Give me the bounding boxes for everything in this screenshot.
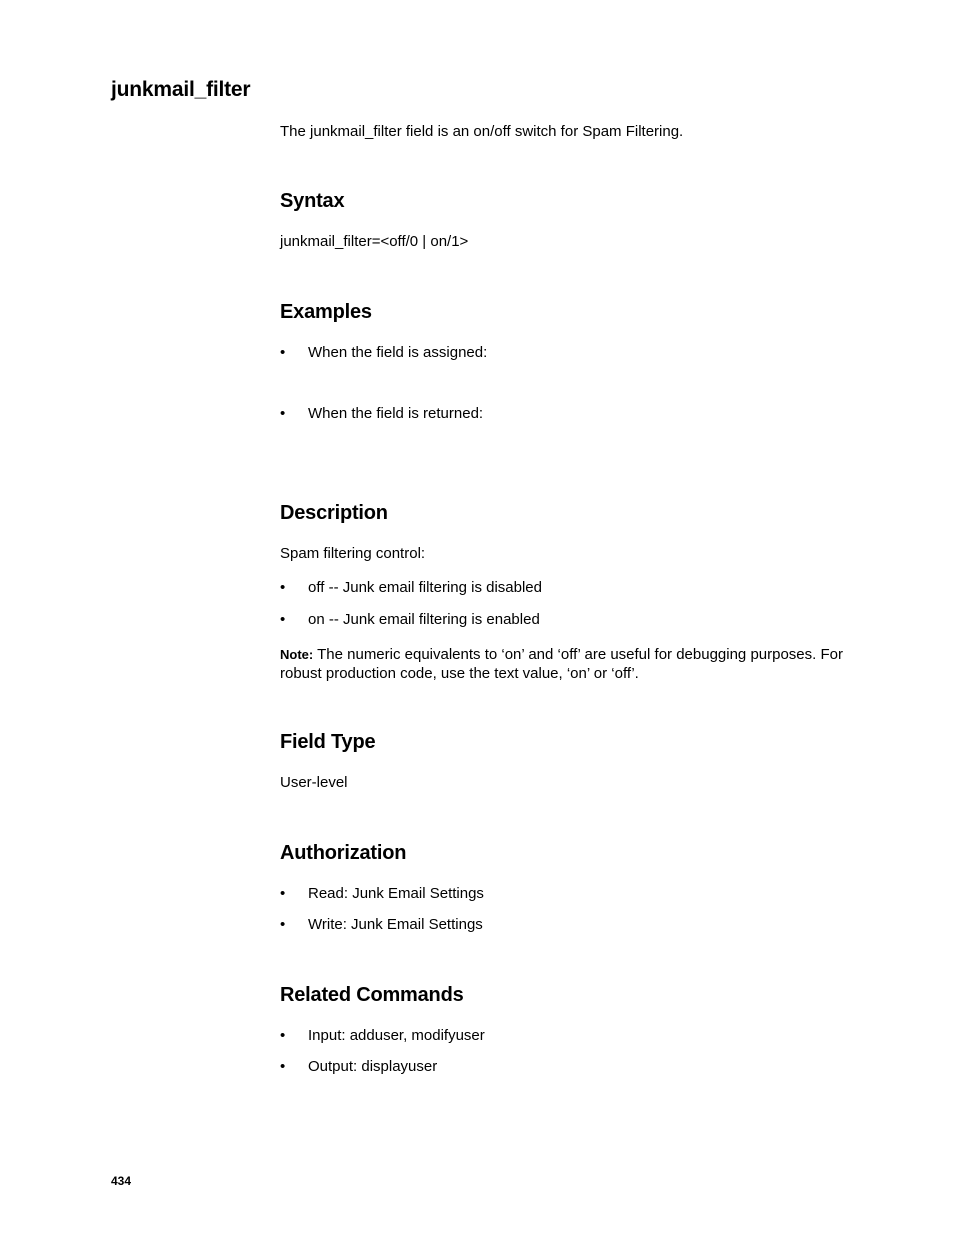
related-commands-heading: Related Commands (280, 984, 464, 1006)
note-text: The numeric equivalents to ‘on’ and ‘off’ are useful for debugging purposes. For robust production code, use the text value, ‘on’ or ‘off’. (280, 646, 843, 682)
bullet-icon: • (280, 611, 286, 628)
page-number: 434 (111, 1174, 132, 1188)
syntax-text: junkmail_filter=<off/0 | on/1> (280, 233, 469, 250)
note-paragraph (280, 645, 860, 683)
example-assigned: When the field is assigned: (308, 344, 488, 361)
authorization-write: Write: Junk Email Settings (308, 916, 483, 933)
page-title: junkmail_filter (111, 78, 251, 101)
intro-paragraph: The junkmail_filter field is an on/off switch for Spam Filtering. (280, 123, 684, 140)
note-label: Note: (280, 647, 314, 662)
bullet-icon: • (280, 916, 286, 933)
field-type-heading: Field Type (280, 731, 376, 753)
authorization-read: Read: Junk Email Settings (308, 885, 484, 902)
example-returned: When the field is returned: (308, 405, 484, 422)
description-intro: Spam filtering control: (280, 545, 426, 562)
authorization-heading: Authorization (280, 842, 407, 864)
bullet-icon: • (280, 1027, 286, 1044)
examples-heading: Examples (280, 301, 372, 323)
related-input: Input: adduser, modifyuser (308, 1027, 485, 1044)
bullet-icon: • (280, 885, 286, 902)
syntax-heading: Syntax (280, 190, 345, 212)
description-item-off: off -- Junk email filtering is disabled (308, 579, 542, 596)
field-type-text: User-level (280, 774, 348, 791)
bullet-icon: • (280, 579, 286, 596)
related-output: Output: displayuser (308, 1058, 438, 1075)
description-heading: Description (280, 502, 388, 524)
bullet-icon: • (280, 1058, 286, 1075)
bullet-icon: • (280, 405, 286, 422)
bullet-icon: • (280, 344, 286, 361)
description-item-on: on -- Junk email filtering is enabled (308, 611, 540, 628)
